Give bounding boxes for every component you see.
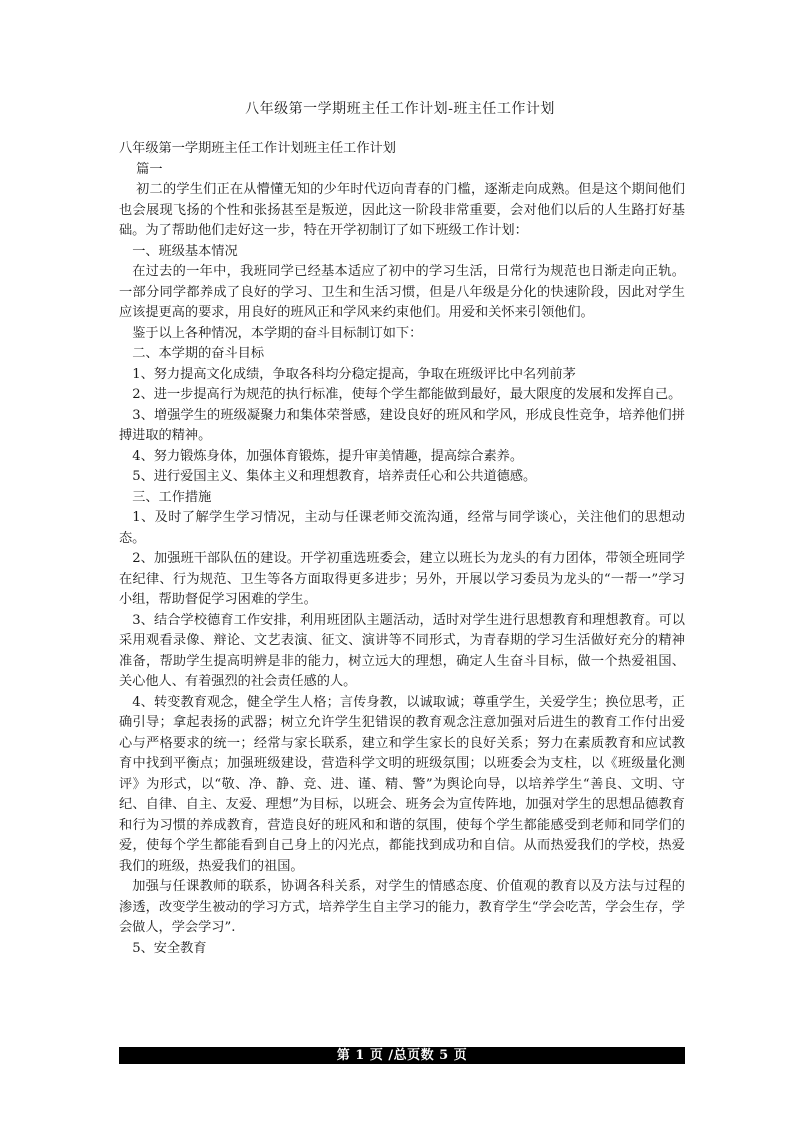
- section-heading: 二、本学期的奋斗目标: [132, 346, 265, 361]
- section-heading: 5、安全教育: [132, 940, 207, 956]
- section-heading: 三、工作措施: [132, 489, 212, 505]
- list-item: 1、及时了解学生学习情况，主动与任课老师交流沟通，经常与同学谈心，关注他们的思想动态。: [119, 510, 685, 546]
- list-item: 5、进行爱国主义、集体主义和理想教育，培养责任心和公共道德感。: [132, 469, 537, 484]
- paragraph: 初二的学生们正在从懵懂无知的少年时代迈向青春的门槛，逐渐走向成熟。但是这个期间他们也会展现飞扬的个性和张扬甚至是叛逆，因此这一阶段非常重要，会对他们以后的人生路打好基础。为了帮助他们走好这一步，特在开学初制订了如下班级工作计划：: [119, 182, 685, 238]
- list-item: 4、努力锻炼身体，加强体育锻炼，提升审美情趣，提高综合素养。: [132, 448, 524, 464]
- paragraph: 加强与任课教师的联系，协调各科关系，对学生的情感态度、价值观的教育以及方法与过程的渗透，改变学生被动的学习方式，培养学生自主学习的能力，教育学生“学会吃苦，学会生存，学会做人，学会学习”.: [119, 879, 685, 935]
- section-heading: 一、班级基本情况: [132, 243, 238, 259]
- document-body: [119, 139, 685, 959]
- page-footer: [119, 1047, 685, 1064]
- list-item: 2、进一步提高行为规范的执行标准，使每个学生都能做到最好，最大限度的发展和发挥自己。: [132, 387, 682, 402]
- paragraph: 在过去的一年中，我班同学已经基本适应了初中的学习生活，日常行为规范也日渐走向正轨。一部分同学都养成了良好的学习、卫生和生活习惯，但是八年级是分化的快速阶段，因此对学生应该提更高的要求，用良好的班风正和学风来约束他们。用爱和关怀来引领他们。: [119, 264, 685, 320]
- list-item: 4、转变教育观念，健全学生人格；言传身教，以诚取诚；尊重学生，关爱学生；换位思考，正确引导；拿起表扬的武器；树立允许学生犯错误的教育观念注意加强对后进生的教育工作付出爱心与严格要求的统一；经常与家长联系，建立和学生家长的良好关系；努力在素质教育和应试教育中找到平衡点；加强班级建设，营造科学文明的班级氛围；以班委会为支柱，以《班级量化测评》为形式，以“敬、净、静、竞、进、谨、精、警”为舆论向导，以培养学生“善良、文明、守纪、自律、自主、友爱、理想”为目标，以班会、班务会为宣传阵地，加强对学生的思想品德教育和行为习惯的养成教育，营造良好的班风和和谐的氛围，使每个学生都能感受到老师和同学们的爱，使每个学生都能看到自己身上的闪光点，都能找到成功和自信。从而热爱我们的学校，热爱我们的班级，热爱我们的祖国。: [119, 694, 685, 874]
- paragraph: 鉴于以上各种情况，本学期的奋斗目标制订如下：: [132, 325, 423, 341]
- list-item: 3、结合学校德育工作安排，利用班团队主题活动，适时对学生进行思想教育和理想教育。可以采用观看录像、辩论、文艺表演、征文、演讲等不同形式，为青春期的学习生活做好充分的精神准备，帮助学生提高明辨是非的能力，树立远大的理想，确定人生奋斗目标，做一个热爱祖国、关心他人、有着强烈的社会责任感的人。: [119, 612, 685, 689]
- document-subtitle: 八年级第一学期班主任工作计划班主任工作计划: [119, 141, 396, 156]
- document-title: 八年级第一学期班主任工作计划-班主任工作计划: [245, 101, 555, 117]
- section-label: 篇一: [136, 161, 163, 177]
- list-item: 3、增强学生的班级凝聚力和集体荣誉感，建设良好的班风和学风，形成良性竞争，培养他们拼搏进取的精神。: [119, 407, 685, 443]
- page-number-label: 第 1 页 /总页数 5 页: [336, 1048, 468, 1063]
- list-item: 1、努力提高文化成绩，争取各科均分稳定提高，争取在班级评比中名列前茅: [132, 366, 576, 382]
- list-item: 2、加强班干部队伍的建设。开学初重选班委会，建立以班长为龙头的有力团体，带领全班同学在纪律、行为规范、卫生等各方面取得更多进步；另外，开展以学习委员为龙头的“一帮一”学习小组，帮助督促学习困难的学生。: [119, 551, 685, 607]
